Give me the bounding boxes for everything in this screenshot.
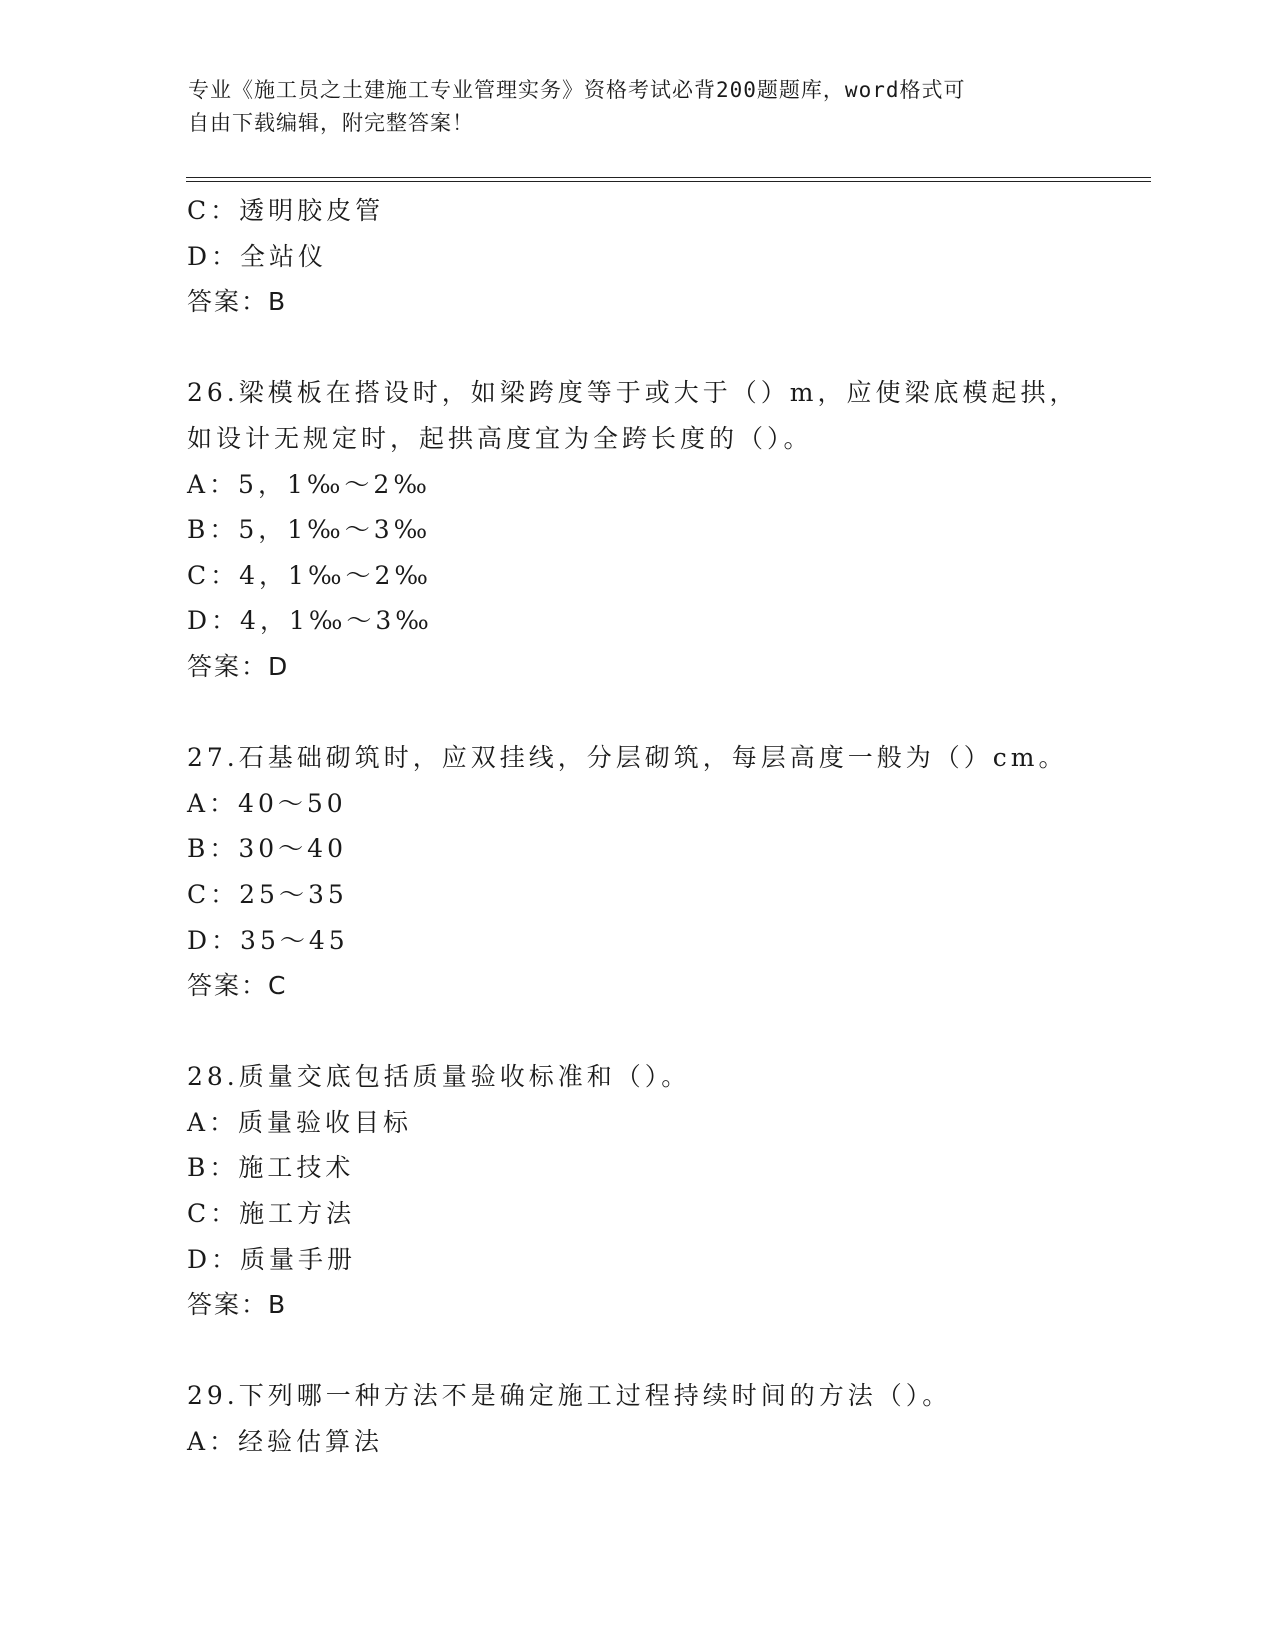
- option-a: A：5，1‰～2‰: [187, 469, 431, 499]
- option-c: C：施工方法: [187, 1199, 356, 1229]
- header-divider-top: [186, 177, 1151, 178]
- option-c: C：25～35: [187, 879, 348, 909]
- question-stem: 26.梁模板在搭设时，如梁跨度等于或大于（）m，应使梁底模起拱，: [187, 378, 1079, 408]
- question-25-partial: [187, 188, 1087, 325]
- header-line-2: 自由下载编辑，附完整答案！: [188, 111, 474, 135]
- option-c: C：透明胶皮管: [187, 196, 385, 225]
- option-b: B：施工技术: [187, 1153, 355, 1183]
- option-a: A：40～50: [187, 788, 347, 818]
- option-a: A：质量验收目标: [187, 1107, 413, 1137]
- question-28: [187, 1054, 1087, 1328]
- answer: 答案：B: [187, 1290, 288, 1320]
- option-b: B：30～40: [187, 834, 347, 864]
- question-29: [187, 1373, 1087, 1464]
- question-stem-continued: 如设计无规定时，起拱高度宜为全跨长度的（）。: [187, 423, 813, 453]
- question-27: [187, 735, 1087, 1009]
- question-stem: 27.石基础砌筑时，应双挂线，分层砌筑，每层高度一般为（）cm。: [187, 743, 1068, 773]
- option-d: D：全站仪: [187, 241, 328, 271]
- option-d: D：35～45: [187, 925, 349, 955]
- option-d: D：质量手册: [187, 1244, 357, 1274]
- header-line-1: 专业《施工员之土建施工专业管理实务》资格考试必背200题题库，word格式可: [188, 78, 966, 102]
- question-26: [187, 370, 1087, 689]
- answer: 答案：D: [187, 651, 290, 681]
- question-stem: 28.质量交底包括质量验收标准和（）。: [187, 1062, 691, 1092]
- question-list: [187, 188, 1087, 1465]
- answer: 答案：B: [187, 287, 288, 317]
- answer: 答案：C: [187, 971, 288, 1001]
- document-header: [188, 74, 1068, 140]
- option-c: C：4，1‰～2‰: [187, 560, 432, 590]
- question-stem: 29.下列哪一种方法不是确定施工过程持续时间的方法（）。: [187, 1381, 952, 1411]
- option-b: B：5，1‰～3‰: [187, 515, 432, 545]
- option-a: A：经验估算法: [187, 1427, 384, 1457]
- option-d: D：4，1‰～3‰: [187, 606, 433, 636]
- header-divider-bottom: [186, 181, 1151, 182]
